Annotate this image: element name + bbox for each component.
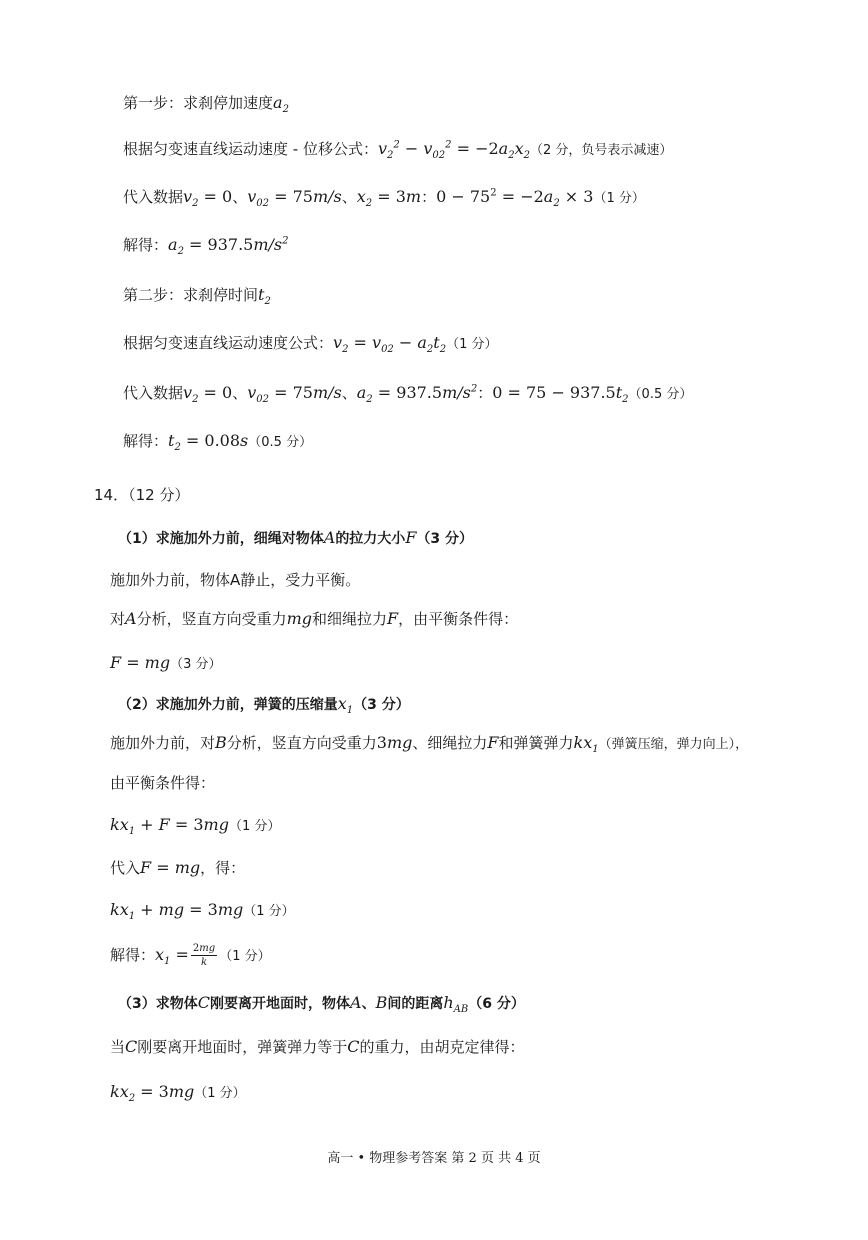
- part2-line1-b: 分析，竖直方向受重力: [226, 734, 377, 752]
- part1-line2-c: 和细绳拉力: [312, 610, 388, 628]
- res2-score: （0.5 分）: [248, 435, 313, 450]
- res1-line: [123, 234, 288, 256]
- part2-eq2-score: （1 分）: [243, 904, 295, 919]
- part1-eq-score: （3 分）: [170, 657, 222, 672]
- formula2-prefix: 根据匀变速直线运动速度公式：: [123, 334, 334, 352]
- part2-sub-b: ，得：: [200, 859, 246, 877]
- part1-line2-b: 分析，竖直方向受重力: [136, 610, 287, 628]
- step2-title-text: 第二步：求刹停时间: [123, 286, 259, 304]
- part2-line2: [110, 772, 215, 794]
- part3-title-d: 间的距离: [387, 996, 444, 1012]
- part2-line1-c: 、细绳拉力: [412, 734, 488, 752]
- res2-equation: $t_2 = 0.08s$: [168, 431, 249, 454]
- part3-line1-a: 当: [110, 1038, 126, 1056]
- part1-line2: 对A分析，竖直方向受重力mg和细绳拉力F，由平衡条件得：: [110, 609, 519, 628]
- part1-line2-d: ，由平衡条件得：: [398, 610, 519, 628]
- part2-result: 解得：$x_1$ = $\frac{2mg}{k}$ （1 分）: [110, 943, 271, 968]
- part2-substitution: 代入F = mg，得：: [110, 858, 246, 877]
- part2-line1-d: 和弹簧弹力: [498, 734, 574, 752]
- part3-title: （3）求物体C刚要离开地面时，物体A、B间的距离$h_{AB}(6$ 分）: [118, 993, 525, 1016]
- part2-title: （2）求施加外力前，弹簧的压缩量$x_1(3$ 分）: [118, 694, 410, 717]
- part2-line2-text: 由平衡条件得：: [110, 774, 216, 792]
- part3-line1-c: 的重力，由胡克定律得：: [359, 1038, 525, 1056]
- page-footer: [0, 1150, 868, 1168]
- sub1-line: 代入数据$v_2 = 0$、$v_{02} = 75m/s$、$x_2 = 3m$：$0 - 75^2 = -2a_2 \times 3(1$ 分）: [123, 187, 645, 210]
- part3-title-score: （6 分）: [468, 996, 525, 1012]
- sub2-prefix: 代入数据: [123, 384, 184, 402]
- part3-line1-b: 刚要离开地面时，弹簧弹力等于: [137, 1038, 348, 1056]
- part3-line1: 当C刚要离开地面时，弹簧弹力等于C的重力，由胡克定律得：: [110, 1037, 525, 1056]
- formula2-score: （1 分）: [446, 337, 498, 352]
- part2-title-score: （3 分）: [353, 697, 410, 713]
- part2-equation1: $kx_1 + F = 3mg(1$ 分）: [110, 815, 281, 838]
- formula2-equation: $v_2 = v_{02} - a_2t_2$: [333, 333, 447, 356]
- res2-prefix: 解得：: [123, 432, 169, 450]
- formula1-prefix: 根据匀变速直线运动速度 - 位移公式：: [123, 140, 378, 158]
- step1-var: $a_2$: [273, 93, 289, 116]
- formula1-line: [123, 138, 672, 162]
- sub1-prefix: 代入数据: [123, 188, 184, 206]
- formula2-line: [123, 332, 498, 356]
- part2-eq1-score: （1 分）: [228, 819, 281, 834]
- part1-equation: F = mg（3 分）: [110, 653, 222, 672]
- part3-title-b: 刚要离开地面时，物体: [210, 996, 350, 1012]
- part1-line1-text: 施加外力前，物体A静止，受力平衡。: [110, 571, 361, 589]
- part2-line1: 施加外力前，对B分析，竖直方向受重力3mg、细绳拉力F和弹簧弹力$kx_1$（弹簧压缩，弹力向上），: [110, 733, 749, 756]
- res1-equation: $a_2 = 937.5m/s^2$: [168, 235, 289, 258]
- part2-line1-a: 施加外力前，对: [110, 734, 216, 752]
- part2-sub-a: 代入: [110, 859, 141, 877]
- part2-title-a: （2）求施加外力前，弹簧的压缩量: [118, 697, 338, 713]
- part1-title-a: （1）求施加外力前，细绳对物体: [118, 531, 324, 547]
- fraction-2mg-over-k: $\frac{2mg}{k}$: [192, 943, 216, 968]
- formula1-equation: $v_2^2 - v_{02}^2 = -2a_2x_2$: [377, 139, 530, 162]
- sub2-equation: $v_2 = 0$: [183, 383, 233, 406]
- sub2-line: 代入数据$v_2 = 0$、$v_{02} = 75m/s$、$a_2 = 937.5m/s^2$：$0 = 75 - 937.5t_2(0.5$ 分）: [123, 383, 693, 406]
- question-14-header: [94, 484, 189, 506]
- question-14-header-text: 14．（12 分）: [94, 486, 190, 504]
- part3-equation: $kx_2 = 3mg(1$ 分）: [110, 1082, 246, 1105]
- step2-var: $t_2$: [258, 285, 271, 308]
- sub2-score: （0.5 分）: [628, 387, 693, 402]
- step1-title-text: 第一步：求刹停加速度: [123, 94, 274, 112]
- res1-prefix: 解得：: [123, 236, 169, 254]
- part3-eq-score: （1 分）: [194, 1086, 246, 1101]
- page-footer-text: 高一 • 物理参考答案 第 2 页 共 4 页: [327, 1151, 541, 1166]
- formula1-note: （2 分，负号表示减速）: [529, 143, 673, 158]
- part1-line1: [110, 569, 360, 591]
- step1-title: [123, 92, 289, 114]
- part1-title: （1）求施加外力前，细绳对物体A的拉力大小F（3 分）: [118, 528, 474, 547]
- part3-title-a: （3）求物体: [118, 996, 198, 1012]
- part2-res-prefix: 解得：: [110, 946, 156, 964]
- part2-res-score: （1 分）: [219, 949, 271, 964]
- part2-equation2: $kx_1$ + mg = 3mg（1 分）: [110, 900, 295, 923]
- res2-line: [123, 430, 312, 454]
- sub1-equation: $v_2 = 0$: [183, 187, 233, 210]
- sub1-score: （1 分）: [593, 191, 645, 206]
- step2-title: [123, 284, 271, 306]
- part2-line1-e: （弹簧压缩，弹力向上），: [598, 737, 749, 752]
- part1-line2-a: 对: [110, 610, 126, 628]
- part1-title-score: （3 分）: [416, 531, 474, 547]
- part3-title-c: 、: [361, 996, 376, 1012]
- part1-title-b: 的拉力大小: [335, 531, 406, 547]
